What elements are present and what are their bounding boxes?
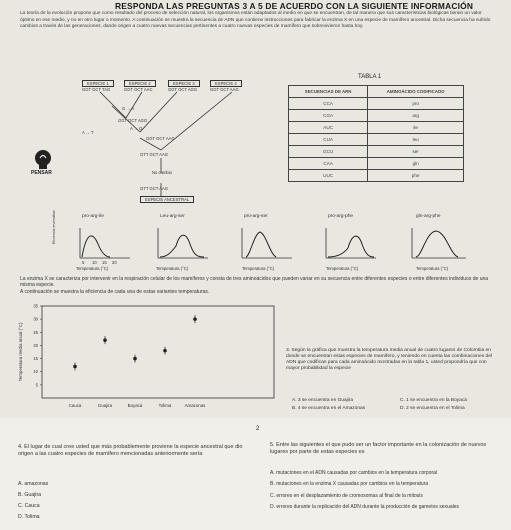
species-3-label: ESPECIE 3 (168, 80, 200, 87)
table-row (289, 110, 464, 122)
lightbulb-icon (28, 148, 58, 170)
rna-sequence: UUC (289, 170, 368, 182)
x-axis-ticks: 20 (112, 260, 117, 265)
rna-sequence: CCA (289, 98, 368, 110)
x-tick-label: Amazonas (184, 403, 206, 408)
node-no-change: No cambio (152, 170, 173, 175)
q5-option-c[interactable]: C. errores en el desplazamiento de cromosomas al final de la mitosis (270, 493, 423, 499)
q4-option-c[interactable]: C. Cauca (18, 503, 40, 509)
q5-option-a[interactable]: A. mutaciones en el ADN causadas por cambios en la temperatura corporal (270, 470, 438, 476)
rna-sequence: CAA (289, 158, 368, 170)
table-header-row (289, 86, 464, 98)
question-5: 5. Entre las siguientes el que pudo ser un factor importante en la colonización de nuevos lugares por parte de estas especies es (270, 442, 487, 455)
species-4-label: ESPECIE 4 (210, 80, 242, 87)
y-tick-label: 10 (33, 369, 38, 375)
efficiency-curve-3 (236, 226, 294, 264)
q4-option-d[interactable]: D. Tolima (18, 514, 40, 520)
efficiency-curve-4 (320, 226, 378, 264)
y-tick-label: 30 (33, 316, 38, 322)
table-row (289, 98, 464, 110)
x-axis-label: Temperatura (°C) (76, 266, 109, 271)
plot-frame (42, 306, 274, 398)
node-seq-2: GGT GCT AGG (118, 118, 148, 123)
chart-title: Leu-arg-ser (160, 214, 185, 219)
chart-title: gln-arg-phe (416, 214, 441, 219)
rna-sequence: CGA (289, 110, 368, 122)
table-row (289, 170, 464, 182)
x-tick-label: Boyacá (127, 403, 143, 408)
x-tick-label: Cauca (68, 403, 82, 408)
x-axis-label: Temperatura (°C) (242, 266, 275, 271)
enzyme-paragraph: La enzima X se caracteriza por intervenir en la respiración celular de los mamíferos y consta de tres aminoácidos que pueden variar en su secuencia entre diferentes especies o entre diferentes individuos de una misma especie. (20, 276, 489, 289)
amino-acid: pro (368, 98, 464, 110)
amino-acid: ile (368, 122, 464, 134)
q3-option-d[interactable]: D. 2 se encuentra en el Tolima (400, 406, 465, 411)
q3-option-b[interactable]: B. 4 se encuentra en el Amazonas (292, 406, 366, 411)
y-tick-label: 25 (33, 329, 38, 335)
x-axis-label: Temperatura (°C) (156, 266, 189, 271)
efficiency-curve-5 (406, 226, 468, 264)
efficiency-curve-1 (74, 226, 132, 264)
evolution-tree (82, 80, 252, 205)
species-2-seq: GGT GCT AAC (124, 87, 153, 92)
rna-sequence: GCU (289, 146, 368, 158)
logo-text: PENSAR (31, 170, 52, 176)
y-tick-label: 35 (33, 303, 38, 309)
rna-sequence: CUA (289, 134, 368, 146)
table-row (289, 158, 464, 170)
amino-acid: gln (368, 158, 464, 170)
efficiency-charts (52, 210, 480, 276)
node-seq-8: GTT GCT AAG (140, 186, 168, 191)
rna-sequence: AUC (289, 122, 368, 134)
species-2-label: ESPECIE 2 (124, 80, 156, 87)
enzyme-paragraph-2: A continuación se muestra la eficiencia de cada una de estas variantes temperaturas. (20, 289, 210, 295)
x-axis-label: Temperatura (°C) (326, 266, 359, 271)
x-axis-label: Temperatura (°C) (416, 266, 449, 271)
efficiency-curve-2 (152, 226, 210, 264)
amino-acid: leu (368, 134, 464, 146)
temperature-chart (14, 300, 282, 418)
species-4-seq: GGT GCT AAG (210, 87, 239, 92)
species-1-label: ESPECIE 1 (82, 80, 114, 87)
q3-option-a[interactable]: A. 3 se encuentra en Guajira (292, 398, 354, 403)
q4-option-a[interactable]: A. amazonas (18, 481, 49, 487)
page-number: 2 (256, 426, 260, 432)
chart-title: pro-arg-ser (244, 214, 268, 219)
codon-table (288, 85, 464, 182)
intro-paragraph: La teoría de la evolución propone que como resultado del proceso de selección natural, los organismos están adaptados al medio en que se encuentran, de tal manera que sus características biológicas tienen un valor óptimo en ese medio, y no en otro lugar o momento. A continuación se muestra la secuencia de ADN que contiene instrucciones para fabricar la enzima X en una especie de mamífero ancestral. Dicha secuencia ha sufrido cambios a través de las generaciones, dando origen a cuatro nuevas secuencias pertinentes a cuatro nuevas especies de mamífero que sobrevivieron hasta hoy. (20, 11, 491, 30)
y-tick-label: 5 (35, 382, 38, 388)
chart-title: pro-arg-ile (82, 214, 104, 219)
q3-option-c[interactable]: C. 1 se encuentra en la Boyacá (400, 398, 467, 403)
column-header: AMINOÁCIDO CODIFICADO (368, 86, 464, 98)
x-axis-ticks: 15 (102, 260, 107, 265)
species-3-seq: GGT GCT AGG (168, 87, 198, 92)
x-tick-label: Guajira (97, 403, 113, 408)
table-row (289, 146, 464, 158)
node-mutation-1: G → A (122, 106, 135, 111)
table-row (289, 122, 464, 134)
q5-option-d[interactable]: D. errores durante la replicación del ADN durante la producción de gametos sexuales (270, 504, 459, 510)
amino-acid: arg (368, 110, 464, 122)
x-axis-ticks: 5 (82, 260, 85, 265)
question-4: 4. El lugar de cual cree usted que más probablemente proviene la especie ancestral que dio origen a las cuatro especies de mamífero mencionadas anteriormente sería (18, 444, 243, 457)
table-title: TABLA 1 (358, 74, 382, 80)
section-heading: RESPONDA LAS PREGUNTAS 3 A 5 DE ACUERDO CON LA SIGUIENTE INFORMACIÓN (115, 1, 474, 11)
column-header: SECUENCIAS DE ARN (289, 86, 368, 98)
table-row (289, 134, 464, 146)
y-tick-label: 20 (33, 342, 38, 348)
y-axis-label: Eficiencia enzimática (52, 210, 56, 244)
x-tick-label: Tolima (158, 403, 172, 408)
node-seq-5: GGT GCT AAG (146, 136, 175, 141)
question-3: 3. Según la gráfica que muestra la temperatura media anual de cuatro lugares de Colombia en donde se encuentran estas especies de mamífero, y teniendo en cuenta las combinaciones del ADN que codifican para cada aminoácido mostradas en la tabla 1, usted propondría que con mayor probabilidad la especie (286, 348, 493, 371)
node-seq-6: GTT GCT AAG (140, 152, 168, 157)
species-1-seq: GGT GCT TAG (82, 87, 111, 92)
q4-option-b[interactable]: B. Guajira (18, 492, 42, 498)
y-tick-label: 15 (33, 356, 38, 362)
temperature-chart-svg (14, 300, 282, 418)
amino-acid: phe (368, 170, 464, 182)
node-mutation-4: A → G (130, 126, 143, 131)
node-mutation-3: A → T (82, 130, 94, 135)
ancestral-species-label: ESPECIE ANCESTRAL (140, 196, 194, 203)
y-axis-label: Temperatura media anual (°C) (18, 322, 23, 382)
q5-option-b[interactable]: B. mutaciones en la enzima X causadas por cambios en la temperatura (270, 481, 429, 487)
x-axis-ticks: 10 (92, 260, 97, 265)
chart-title: pro-arg-phe (328, 214, 354, 219)
amino-acid: ser (368, 146, 464, 158)
pensar-logo (28, 148, 58, 178)
